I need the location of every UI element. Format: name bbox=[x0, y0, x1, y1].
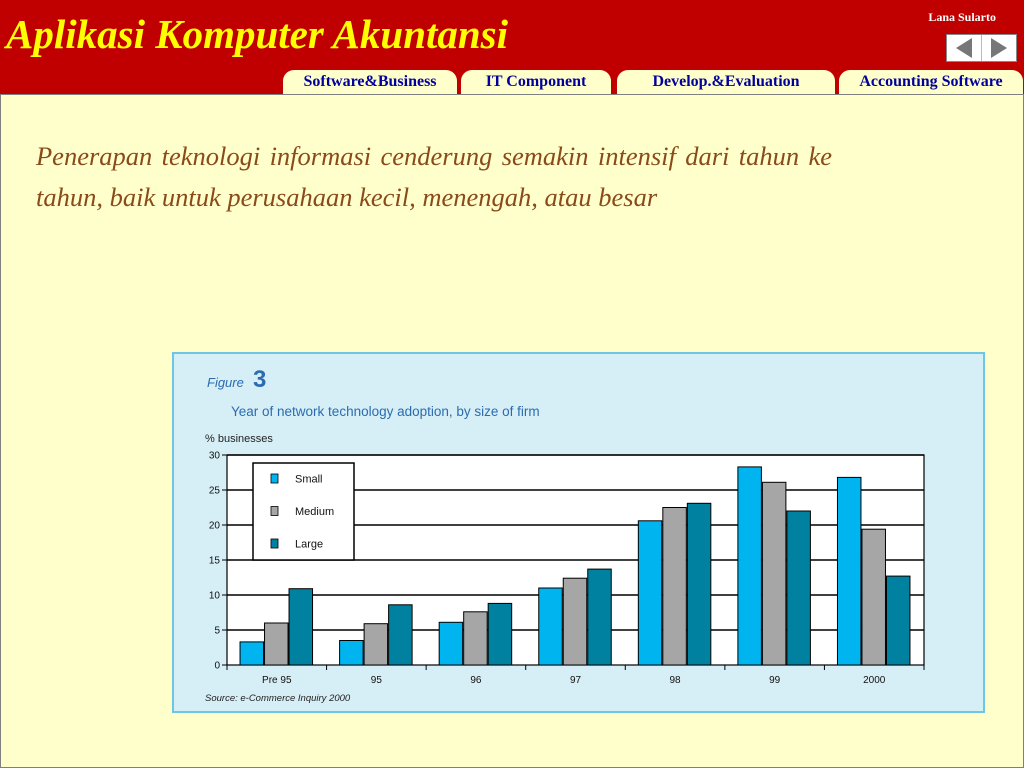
legend-swatch bbox=[271, 507, 278, 516]
y-tick-label: 0 bbox=[214, 660, 220, 672]
y-tick-label: 20 bbox=[208, 520, 220, 532]
legend-swatch bbox=[271, 474, 278, 483]
slide-navigation bbox=[946, 34, 1017, 62]
figure-label: Figure bbox=[207, 375, 244, 390]
legend-label: Small bbox=[295, 473, 323, 486]
chart-panel bbox=[172, 352, 985, 713]
previous-slide-button[interactable] bbox=[947, 35, 981, 61]
figure-number: 3 bbox=[253, 366, 267, 393]
bar-large bbox=[289, 589, 313, 665]
bar-medium bbox=[663, 508, 687, 666]
y-tick-label: 10 bbox=[208, 590, 220, 602]
y-tick-label: 15 bbox=[208, 555, 220, 567]
bar-medium bbox=[464, 612, 488, 665]
bar-medium bbox=[364, 624, 388, 665]
bar-large bbox=[389, 605, 413, 665]
triangle-right-icon bbox=[991, 38, 1007, 58]
x-tick-label: 99 bbox=[769, 675, 781, 686]
y-tick-label: 25 bbox=[208, 485, 220, 497]
bar-large bbox=[787, 511, 811, 665]
bar-medium bbox=[762, 482, 786, 665]
x-tick-label: Pre 95 bbox=[262, 675, 292, 686]
bar-large bbox=[488, 603, 512, 665]
tab-develop-evaluation[interactable]: Develop.&Evaluation bbox=[617, 70, 835, 94]
x-tick-label: 97 bbox=[569, 675, 582, 686]
tab-software-business[interactable]: Software&Business bbox=[283, 70, 457, 94]
bar-medium bbox=[862, 529, 886, 665]
bar-medium bbox=[265, 623, 289, 665]
bar-small bbox=[439, 622, 463, 665]
x-tick-label: 98 bbox=[669, 675, 681, 686]
bar-large bbox=[687, 503, 711, 665]
bar-small bbox=[340, 641, 364, 666]
legend-label: Large bbox=[295, 538, 324, 551]
triangle-left-icon bbox=[956, 38, 972, 58]
source-note: Source: e-Commerce Inquiry 2000 bbox=[205, 693, 351, 704]
bar-small bbox=[738, 467, 762, 665]
x-tick-label: 2000 bbox=[863, 675, 886, 686]
header-bar bbox=[0, 0, 1024, 94]
body-text: Penerapan teknologi informasi cenderung semakin intensif dari tahun ke tahun, baik untuk perusahaan kecil, menengah, atau besar bbox=[36, 141, 832, 212]
bar-chart bbox=[174, 354, 983, 711]
tab-it-component[interactable]: IT Component bbox=[461, 70, 611, 94]
y-tick-label: 5 bbox=[214, 625, 220, 637]
chart-title: Year of network technology adoption, by size of firm bbox=[231, 404, 540, 419]
legend-label: Medium bbox=[295, 506, 335, 518]
x-tick-label: 96 bbox=[470, 675, 482, 686]
x-tick-label: 95 bbox=[370, 675, 382, 686]
bar-small bbox=[638, 521, 662, 665]
legend bbox=[253, 463, 354, 560]
bar-medium bbox=[563, 578, 587, 665]
bar-small bbox=[240, 642, 264, 665]
tab-accounting-software[interactable]: Accounting Software bbox=[839, 70, 1023, 94]
bar-large bbox=[886, 576, 910, 665]
bar-large bbox=[588, 569, 612, 665]
legend-swatch bbox=[271, 539, 278, 548]
bar-small bbox=[539, 588, 563, 665]
next-slide-button[interactable] bbox=[981, 35, 1016, 61]
y-axis-label: % businesses bbox=[205, 433, 273, 445]
bar-small bbox=[837, 477, 861, 665]
author-name: Lana Sularto bbox=[928, 10, 996, 24]
y-tick-label: 30 bbox=[208, 450, 220, 462]
app-title: Aplikasi Komputer Akuntansi bbox=[6, 11, 509, 57]
